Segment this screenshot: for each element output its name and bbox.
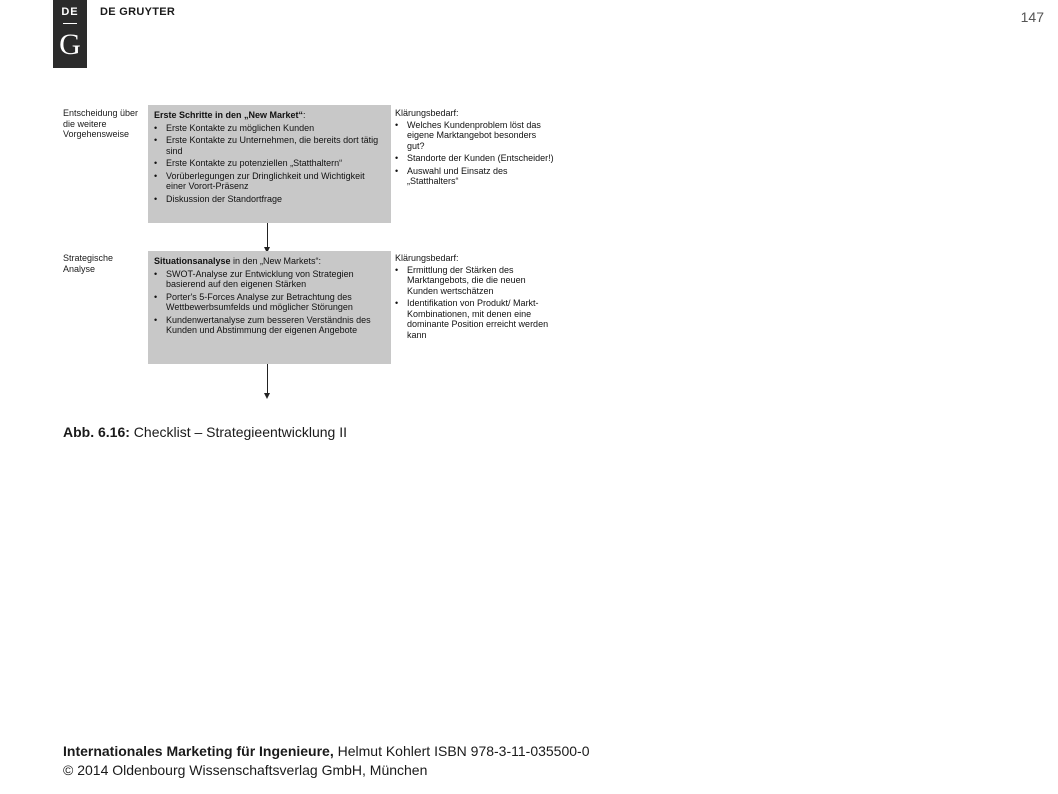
stage1-clarification — [395, 108, 555, 189]
figure-caption: Abb. 6.16: Checklist – Strategieentwicklung II — [63, 424, 348, 440]
stage2-box-title: Situationsanalyse in den „New Markets“: — [154, 256, 322, 266]
list-item: • Erste Kontakte zu potenziellen „Statthaltern“ — [154, 158, 385, 169]
brand-name: DE GRUYTER — [100, 6, 176, 18]
footer-citation: Internationales Marketing für Ingenieure, Helmut Kohlert ISBN 978-3-11-035500-0 — [63, 743, 590, 759]
list-item: • Standorte der Kunden (Entscheider!) — [395, 153, 555, 164]
stage1-box-list — [154, 123, 385, 205]
list-item: • Erste Kontakte zu möglichen Kunden — [154, 123, 385, 134]
stage2-box — [148, 251, 391, 364]
list-item: • Welches Kundenproblem löst das eigene Marktangebot besonders gut? — [395, 120, 555, 152]
stage1-box — [148, 105, 391, 223]
stage1-clarification-heading: Klärungsbedarf: — [395, 108, 459, 118]
list-item: • Vorüberlegungen zur Dringlichkeit und Wichtigkeit einer Vorort-Präsenz — [154, 171, 385, 192]
stage2-clarification — [395, 253, 550, 342]
flow-arrow-2 — [267, 364, 268, 394]
list-item: • Erste Kontakte zu Unternehmen, die bereits dort tätig sind — [154, 135, 385, 156]
stage2-clarification-heading: Klärungsbedarf: — [395, 253, 459, 263]
footer-copyright: © 2014 Oldenbourg Wissenschaftsverlag GmbH, München — [63, 762, 428, 778]
flow-arrow-1 — [267, 223, 268, 248]
stage1-clarification-list — [395, 120, 555, 187]
list-item: • Auswahl und Einsatz des „Statthalters“ — [395, 166, 555, 187]
footer — [63, 742, 590, 780]
list-item: • Kundenwertanalyse zum besseren Verständnis des Kunden und Abstimmung der eigenen Angebote — [154, 315, 385, 336]
logo-g-letter: G — [59, 28, 81, 61]
page-number: 147 — [1020, 9, 1044, 25]
list-item: • Porter's 5-Forces Analyse zur Betrachtung des Wettbewerbsumfelds und möglicher Störungen — [154, 292, 385, 313]
stage2-box-list — [154, 269, 385, 336]
stage2-side-label: Strategische Analyse — [63, 253, 114, 274]
logo-divider — [63, 23, 77, 24]
logo-de-text: DE — [61, 6, 79, 18]
list-item: • Diskussion der Standortfrage — [154, 194, 385, 205]
stage2-clarification-list — [395, 265, 550, 341]
list-item: • SWOT-Analyse zur Entwicklung von Strategien basierend auf den eigenen Stärken — [154, 269, 385, 290]
list-item: • Ermittlung der Stärken des Marktangebots, die die neuen Kunden wertschätzen — [395, 265, 550, 297]
publisher-logo — [53, 0, 87, 68]
stage1-box-title: Erste Schritte in den „New Market“: — [154, 110, 306, 120]
list-item: • Identifikation von Produkt/ Markt-Kombinationen, mit denen eine dominante Position erreicht werden kann — [395, 298, 550, 340]
stage1-side-label: Entscheidung über die weitere Vorgehensweise — [63, 108, 139, 139]
